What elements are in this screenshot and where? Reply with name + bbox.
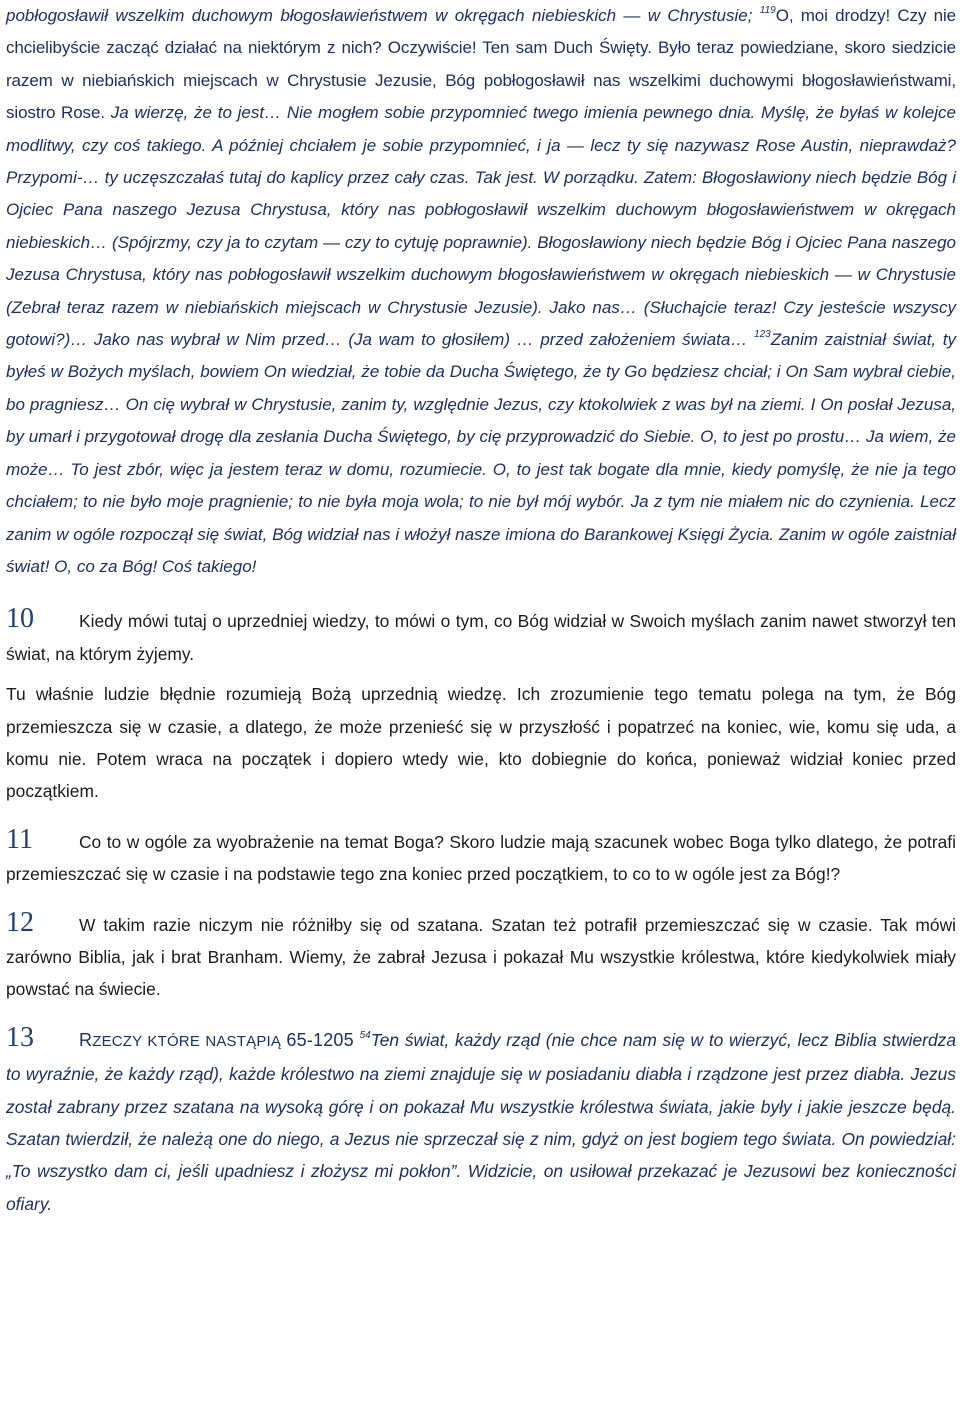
paragraph-text: Tu właśnie ludzie błędnie rozumieją Bożą uprzednią wiedzę. Ich zrozumienie tego tematu polega na tym, że Bóg przemieszcza się w czasie, a dlatego, że może przenieść się w przyszłość i popatrzeć na koniec, wie, komu się uda, a komu nie. Potem wraca na początek i dopiero wtedy wie, kto dobiegnie do końca, ponieważ widział koniec przed początkiem. (6, 684, 956, 802)
sermon-quote (6, 0, 956, 583)
paragraph-text: Kiedy mówi tutaj o uprzedniej wiedzy, to mówi o tym, co Bóg widział w Swoich myślach zanim nawet stworzył ten świat, na którym żyjemy. (6, 611, 956, 664)
sermon-reference: RZECZY KTÓRE NASTĄPIĄ 65-1205 (79, 1029, 354, 1050)
paragraph-text: W takim razie niczym nie różniłby się od szatana. Szatan też potrafił przemieszczać się w czasie. Tak mówi zarówno Biblia, jak i brat Branham. Wiemy, że zabrał Jezusa i pokazał Mu wszystkie królestwa, które kiedykolwiek miały powstać na świecie. (6, 914, 956, 1000)
quote-part-4: Zanim zaistniał świat, ty byłeś w Bożych myślach, bowiem On wiedział, że tobie da Ducha Świętego, że ty Go będziesz chciał; i On Sam wybrał ciebie, bo pragniesz… On cię wybrał w Chrystusie, zanim ty, względnie Jezus, czy ktokolwiek z was był na ziemi. I On posłał Jezusa, by umarł i przygotował drogę dla zesłania Ducha Świętego, by cię przyprowadzić do Siebie. O, to jest po prostu… Ja wiem, że może… To jest zbór, więc ja jestem teraz w domu, rozumiecie. O, to jest tak bogate dla mnie, kiedy pomyślę, że nie ja tego chciałem; to nie było moje pragnienie; to nie była moja wola; to nie był mój wybór. Ja z tym nie miałem nic do czynienia. Lecz zanim w ogóle rozpoczął się świat, Bóg widział nas i włożył nasze imiona do Barankowej Księgi Życia. Zanim w ogóle zaistniał świat! O, co za Bóg! Coś takiego! (6, 330, 957, 576)
footnote-ref-123: 123 (754, 329, 771, 341)
document-page (6, 0, 956, 1220)
paragraph-number: 13 (6, 1021, 34, 1053)
paragraph-number: 10 (6, 603, 34, 635)
quote-part-1: pobłogosławił wszelkim duchowym błogosławieństwem w okręgach niebieskich — w Chrystusie; (6, 6, 760, 25)
paragraph-11 (6, 824, 956, 891)
paragraph-number: 12 (6, 906, 34, 938)
paragraph-text: Ten świat, każdy rząd (nie chce nam się w to wierzyć, lecz Biblia stwierdza to wyraźnie, że każdy rząd), każde królestwo na ziemi znajduje się w posiadaniu diabła i rządzone jest przez diabła. Jezus został zabrany przez szatana na wysoką górę i on pokazał Mu wszystkie królestwa świata, jakie były i jakie jeszcze będą. Szatan twierdził, że należą one do niego, a Jezus nie sprzeczał się z nim, gdyż on jest bogiem tego świata. On powiedział: „To wszystko dam ci, jeśli upadniesz i złożysz mi pokłon”. Widzicie, on usiłował przekazać je Jezusowi bez konieczności ofiary. (6, 1029, 956, 1214)
quote-part-2: O, moi drodzy! Czy nie chcielibyście zacząć działać na niektórym z nich? Oczywiście! Ten sam Duch Święty. Było teraz powiedziane, skoro siedzicie razem w niebiańskich miejscach w Chrystusie Jezusie, Bóg pobłogosławił nas wszelkimi duchowymi błogosławieństwami, siostro Rose. (6, 6, 956, 123)
footnote-ref-54: 54 (359, 1029, 371, 1041)
paragraph-10 (6, 603, 956, 670)
paragraph-text: Co to w ogóle za wyobrażenie na temat Boga? Skoro ludzie mają szacunek wobec Boga tylko dlatego, że potrafi przemieszczać się w czasie i na podstawie tego zna koniec przed początkiem, to co to w ogóle jest za Bóg!? (6, 831, 956, 885)
quote-part-3: Ja wierzę, że to jest… Nie mogłem sobie przypomnieć twego imienia pewnego dnia. Myślę, że byłaś w kolejce modlitwy, czy coś takiego. A później chciałem je sobie przypomnieć, i ja — lecz ty się nazywasz Rose Austin, nieprawdaż? Przypomi-… ty uczęszczałaś tutaj do kaplicy przez cały czas. Tak jest. W porządku. Zatem: Błogosławiony niech będzie Bóg i Ojciec Pana naszego Jezusa Chrystusa, który nas pobłogosławił wszelkim duchowym błogosławieństwem w okręgach niebieskich… (Spójrzmy, czy ja to czytam — czy to cytuję poprawnie). Błogosławiony niech będzie Bóg i Ojciec Pana naszego Jezusa Chrystusa, który nas pobłogosławił wszelkim duchowym błogosławieństwem w okręgach niebieskich — w Chrystusie (Zebrał teraz razem w niebiańskich miejscach w Chrystusie Jezusie). Jako nas… (Słuchajcie teraz! Czy jesteście wszyscy gotowi?)… Jako nas wybrał w Nim przed… (Ja wam to głosiłem) … przed założeniem świata… (6, 103, 956, 350)
paragraph-13 (6, 1022, 956, 1220)
paragraph-12 (6, 907, 956, 1006)
paragraph-10-continued (6, 678, 956, 808)
footnote-ref-119: 119 (759, 5, 776, 17)
paragraph-number: 11 (6, 823, 33, 855)
